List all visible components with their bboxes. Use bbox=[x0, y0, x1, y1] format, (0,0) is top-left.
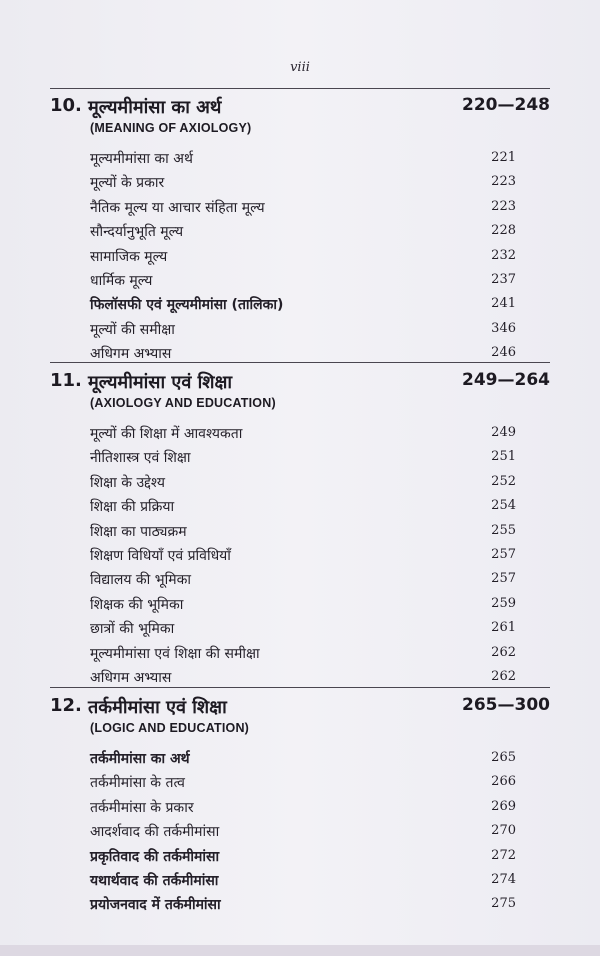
chapter-page-range: 265—300 bbox=[462, 695, 550, 715]
toc-entry-title: सौन्दर्यानुभूति मूल्य bbox=[90, 224, 184, 241]
toc-entry-page: 265 bbox=[491, 750, 516, 765]
toc-entry bbox=[50, 593, 550, 617]
chapter-heading bbox=[50, 695, 550, 721]
chapter-12 bbox=[50, 695, 550, 918]
toc-entry-page: 259 bbox=[491, 595, 516, 611]
toc-entry-title: मूल्यमीमांसा एवं शिक्षा की समीक्षा bbox=[90, 645, 260, 662]
toc-entry-page: 228 bbox=[491, 223, 516, 239]
chapter-title: मूल्यमीमांसा का अर्थ bbox=[88, 97, 222, 118]
toc-entry-page: 254 bbox=[491, 498, 516, 514]
toc-entry-title: अधिगम अभ्यास bbox=[90, 669, 172, 686]
chapter-page-range: 249—264 bbox=[462, 370, 550, 390]
toc-entry-title: यथार्थवाद की तर्कमीमांसा bbox=[90, 872, 219, 889]
toc-list bbox=[50, 147, 550, 367]
toc-entry bbox=[50, 422, 550, 446]
page-number: viii bbox=[290, 60, 310, 75]
chapter-subtitle: (LOGIC AND EDUCATION) bbox=[90, 721, 250, 735]
toc-entry bbox=[50, 171, 550, 195]
toc-entry-page: 237 bbox=[491, 271, 516, 287]
toc-entry bbox=[50, 820, 550, 844]
divider bbox=[50, 88, 550, 89]
toc-entry-title: शिक्षा की प्रक्रिया bbox=[90, 499, 175, 516]
toc-entry-title: शिक्षण विधियाँ एवं प्रविधियाँ bbox=[90, 547, 231, 564]
toc-entry bbox=[50, 220, 550, 244]
chapter-11 bbox=[50, 370, 550, 690]
toc-entry bbox=[50, 318, 550, 342]
toc-entry-title: आदर्शवाद की तर्कमीमांसा bbox=[90, 824, 220, 841]
chapter-title: तर्कमीमांसा एवं शिक्षा bbox=[88, 697, 227, 718]
toc-entry bbox=[50, 796, 550, 820]
divider bbox=[50, 687, 550, 688]
toc-entry-page: 251 bbox=[491, 449, 516, 465]
toc-entry-title: अधिगम अभ्यास bbox=[90, 346, 172, 363]
toc-entry-page: 346 bbox=[491, 320, 516, 336]
toc-entry bbox=[50, 771, 550, 795]
chapter-heading bbox=[50, 370, 550, 396]
toc-entry-page: 249 bbox=[491, 425, 516, 440]
chapter-number: 12. bbox=[50, 695, 82, 716]
toc-entry-title: तर्कमीमांसा का अर्थ bbox=[90, 751, 190, 767]
toc-entry-page: 274 bbox=[491, 871, 516, 887]
toc-entry-title: तर्कमीमांसा के प्रकार bbox=[90, 799, 194, 816]
toc-entry bbox=[50, 245, 550, 269]
toc-entry bbox=[50, 869, 550, 893]
chapter-page-range: 220—248 bbox=[462, 95, 550, 115]
toc-entry-title: शिक्षा का पाठ्यक्रम bbox=[90, 523, 187, 540]
toc-entry-title: धार्मिक मूल्य bbox=[90, 272, 153, 289]
toc-entry-page: 261 bbox=[491, 620, 516, 636]
toc-entry-page: 221 bbox=[491, 150, 516, 165]
page-edge bbox=[0, 945, 600, 956]
chapter-subtitle: (MEANING OF AXIOLOGY) bbox=[90, 121, 252, 135]
chapter-subtitle: (AXIOLOGY AND EDUCATION) bbox=[90, 396, 276, 410]
toc-entry-page: 262 bbox=[491, 668, 516, 684]
toc-entry bbox=[50, 845, 550, 869]
toc-entry-page: 272 bbox=[491, 847, 516, 863]
chapter-number: 11. bbox=[50, 370, 82, 391]
toc-entry bbox=[50, 893, 550, 917]
toc-entry-title: शिक्षा के उद्देश्य bbox=[90, 474, 165, 491]
chapter-10 bbox=[50, 95, 550, 367]
toc-entry-title: फिलॉसफी एवं मूल्यमीमांसा (तालिका) bbox=[90, 297, 284, 314]
toc-entry bbox=[50, 471, 550, 495]
toc-entry-page: 252 bbox=[491, 473, 516, 489]
toc-entry-title: शिक्षक की भूमिका bbox=[90, 596, 184, 613]
toc-entry bbox=[50, 642, 550, 666]
toc-entry-page: 246 bbox=[491, 345, 516, 361]
toc-entry-page: 232 bbox=[491, 247, 516, 263]
toc-entry-page: 257 bbox=[491, 546, 516, 562]
toc-entry bbox=[50, 568, 550, 592]
toc-entry-title: मूल्यों के प्रकार bbox=[90, 175, 165, 192]
toc-entry-title: प्रकृतिवाद की तर्कमीमांसा bbox=[90, 848, 220, 865]
toc-entry-page: 275 bbox=[491, 896, 516, 912]
toc-entry bbox=[50, 196, 550, 220]
chapter-number: 10. bbox=[50, 95, 82, 116]
toc-entry-title: प्रयोजनवाद में तर्कमीमांसा bbox=[90, 897, 221, 914]
toc-entry bbox=[50, 617, 550, 641]
toc-entry-title: छात्रों की भूमिका bbox=[90, 621, 175, 638]
toc-entry bbox=[50, 293, 550, 317]
toc-entry-title: सामाजिक मूल्य bbox=[90, 248, 168, 265]
toc-entry-page: 262 bbox=[491, 644, 516, 660]
toc-entry bbox=[50, 520, 550, 544]
toc-entry-title: मूल्यमीमांसा का अर्थ bbox=[90, 151, 193, 167]
toc-entry bbox=[50, 544, 550, 568]
toc-entry-title: विद्यालय की भूमिका bbox=[90, 572, 191, 589]
toc-entry-page: 257 bbox=[491, 571, 516, 587]
toc-entry-title: नैतिक मूल्य या आचार संहिता मूल्य bbox=[90, 199, 265, 216]
toc-entry-title: मूल्यों की शिक्षा में आवश्यकता bbox=[90, 426, 243, 442]
toc-entry-page: 223 bbox=[491, 198, 516, 214]
toc-entry-page: 241 bbox=[491, 296, 516, 312]
toc-entry bbox=[50, 147, 550, 171]
chapter-title: मूल्यमीमांसा एवं शिक्षा bbox=[88, 372, 233, 393]
toc-entry-page: 266 bbox=[491, 774, 516, 790]
toc-entry bbox=[50, 495, 550, 519]
toc-entry-title: मूल्यों की समीक्षा bbox=[90, 321, 175, 338]
divider bbox=[50, 362, 550, 363]
toc-entry-page: 269 bbox=[491, 798, 516, 814]
toc-list bbox=[50, 747, 550, 918]
toc-entry-title: तर्कमीमांसा के तत्व bbox=[90, 775, 185, 792]
toc-entry bbox=[50, 269, 550, 293]
toc-list bbox=[50, 422, 550, 690]
toc-entry bbox=[50, 747, 550, 771]
toc-entry bbox=[50, 446, 550, 470]
toc-entry-title: नीतिशास्त्र एवं शिक्षा bbox=[90, 450, 191, 467]
chapter-heading bbox=[50, 95, 550, 121]
toc-entry-page: 255 bbox=[491, 522, 516, 538]
toc-entry-page: 270 bbox=[491, 823, 516, 839]
toc-entry-page: 223 bbox=[491, 174, 516, 190]
